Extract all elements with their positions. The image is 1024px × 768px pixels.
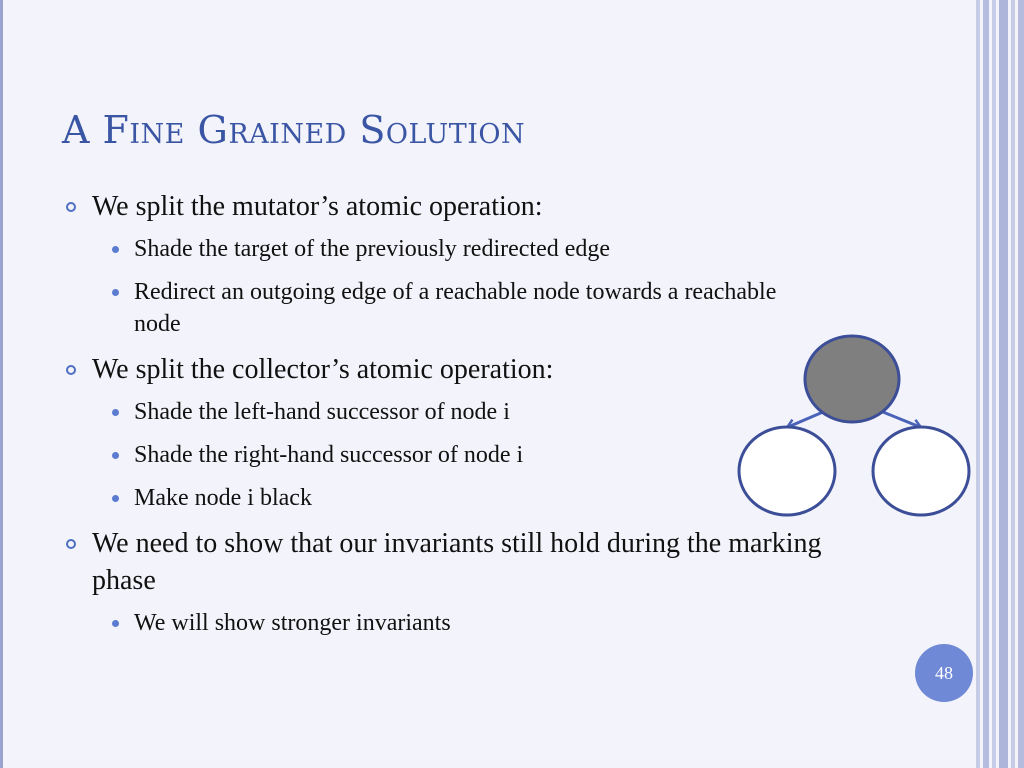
sub-bullet-item xyxy=(62,482,832,514)
dot-bullet-icon xyxy=(112,495,119,502)
sub-bullet-item xyxy=(62,607,832,639)
dot-bullet-icon xyxy=(112,620,119,627)
page-number: 48 xyxy=(935,662,953,683)
sub-bullet-item xyxy=(62,233,832,265)
right-border-stripe xyxy=(999,0,1008,768)
sub-bullet-item xyxy=(62,276,832,340)
right-border-stripe xyxy=(992,0,996,768)
sub-bullet-list xyxy=(62,233,832,340)
bullet-item xyxy=(62,351,832,388)
sub-bullet-text: Shade the target of the previously redirected edge xyxy=(134,236,611,262)
hollow-bullet-icon xyxy=(66,539,76,549)
parent-node xyxy=(805,336,899,422)
right-border-stripe xyxy=(1011,0,1015,768)
sub-bullet-text: Shade the right-hand successor of node i xyxy=(134,442,524,468)
bullet-list xyxy=(62,188,832,650)
left-edge-rule xyxy=(0,0,3,768)
bullet-text: We split the collector’s atomic operation: xyxy=(92,354,554,385)
right-edge-arrow xyxy=(883,412,920,427)
page-number-badge xyxy=(915,644,973,702)
dot-bullet-icon xyxy=(112,289,119,296)
hollow-bullet-icon xyxy=(66,202,76,212)
slide-title: A Fine Grained Solution xyxy=(62,108,526,152)
node-successor-diagram xyxy=(730,330,980,525)
sub-bullet-text: We will show stronger invariants xyxy=(134,610,451,636)
sub-bullet-item xyxy=(62,439,832,471)
sub-bullet-text: Make node i black xyxy=(134,485,312,511)
hollow-bullet-icon xyxy=(66,365,76,375)
sub-bullet-list xyxy=(62,396,832,514)
dot-bullet-icon xyxy=(112,409,119,416)
sub-bullet-item xyxy=(62,396,832,428)
right-successor-node xyxy=(873,427,969,515)
bullet-item xyxy=(62,525,832,599)
right-border-stripe xyxy=(983,0,989,768)
bullet-item xyxy=(62,188,832,225)
sub-bullet-text: Shade the left-hand successor of node i xyxy=(134,399,510,425)
dot-bullet-icon xyxy=(112,452,119,459)
sub-bullet-text: Redirect an outgoing edge of a reachable node towards a reachable node xyxy=(134,279,777,337)
left-edge-arrow xyxy=(788,412,823,427)
bullet-text: We split the mutator’s atomic operation: xyxy=(92,191,543,222)
dot-bullet-icon xyxy=(112,246,119,253)
sub-bullet-list xyxy=(62,607,832,639)
right-border-stripe xyxy=(1018,0,1024,768)
bullet-text: We need to show that our invariants still hold during the marking phase xyxy=(92,528,822,596)
left-successor-node xyxy=(739,427,835,515)
